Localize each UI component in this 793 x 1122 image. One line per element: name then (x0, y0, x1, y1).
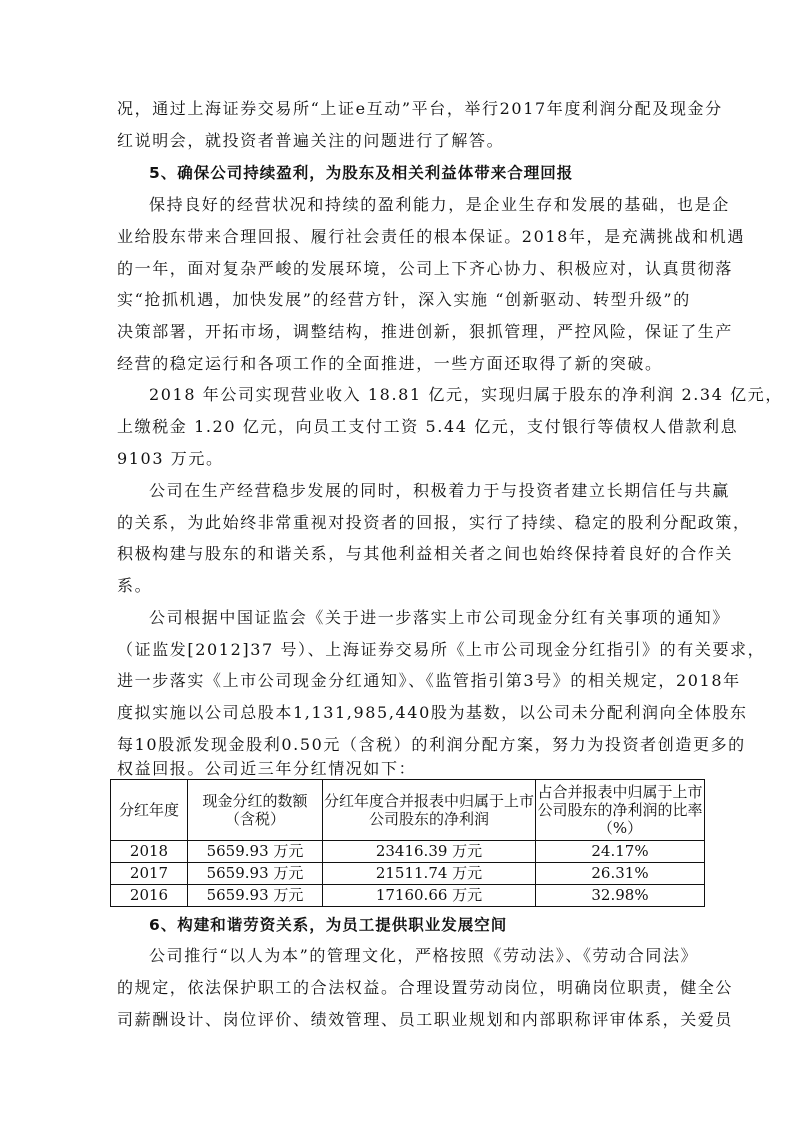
table-cell: 24.17% (536, 841, 705, 863)
paragraph-line: 决策部署，开拓市场，调整结构，推进创新，狠抓管理，严控风险，保证了生产 (117, 322, 734, 341)
paragraph-line: 度拟实施以公司总股本1,131,985,440股为基数，以公司未分配利润向全体股东 (117, 703, 748, 722)
paragraph-line: 公司在生产经营稳步发展的同时，积极着力于与投资者建立长期信任与共赢 (149, 481, 730, 500)
table-header-cell: 分红年度合并报表中归属于上市公司股东的净利润 (323, 780, 536, 841)
paragraph-line: 司薪酬设计、岗位评价、绩效管理、员工职业规划和内部职称评审体系，关爱员 (117, 1010, 734, 1029)
table-cell: 26.31% (536, 863, 705, 885)
paragraph-line: 实“抢抓机遇，加快发展”的经营方针，深入实施 “创新驱动、转型升级”的 (117, 290, 691, 309)
paragraph-line: 进一步落实《上市公司现金分红通知》、《监管指引第3号》的相关规定，2018年 (117, 671, 741, 690)
paragraph-line: 系。 (117, 576, 153, 595)
table-cell: 5659.93 万元 (188, 885, 323, 907)
paragraph-line: 的规定，依法保护职工的合法权益。合理设置劳动岗位，明确岗位职责，健全公 (117, 978, 734, 997)
dividend-table (110, 779, 705, 907)
paragraph-line: 权益回报。公司近三年分红情况如下： (117, 759, 417, 778)
paragraph-line: 公司推行“以人为本”的管理文化，严格按照《劳动法》、《劳动合同法》 (149, 946, 699, 965)
table-cell: 5659.93 万元 (188, 841, 323, 863)
table-row (111, 863, 705, 885)
table-cell: 2016 (111, 885, 188, 907)
paragraph-line: 9103 万元。 (117, 449, 224, 468)
table-header-cell: 占合并报表中归属于上市公司股东的净利润的比率（%） (536, 780, 705, 841)
table-cell: 5659.93 万元 (188, 863, 323, 885)
paragraph-line: 况，通过上海证券交易所“上证e互动”平台，举行2017年度利润分配及现金分 (117, 99, 723, 118)
paragraph-line: 积极构建与股东的和谐关系，与其他利益相关者之间也始终保持着良好的合作关 (117, 544, 734, 563)
paragraph-line: 红说明会，就投资者普遍关注的问题进行了解答。 (117, 131, 505, 150)
table-header-cell: 现金分红的数额（含税） (188, 780, 323, 841)
paragraph-line: 上缴税金 1.20 亿元，向员工支付工资 5.44 亿元，支付银行等债权人借款利息 (117, 417, 739, 436)
table-header-cell: 分红年度 (111, 780, 188, 841)
paragraph-line: 的关系，为此始终非常重视对投资者的回报，实行了持续、稳定的股利分配政策， (117, 513, 751, 532)
table-cell: 32.98% (536, 885, 705, 907)
table-cell: 21511.74 万元 (323, 863, 536, 885)
paragraph-line: 2018 年公司实现营业收入 18.81 亿元，实现归属于股东的净利润 2.34 亿元， (149, 385, 783, 404)
paragraph-line: 保持良好的经营状况和持续的盈利能力，是企业生存和发展的基础，也是企 (149, 195, 730, 214)
table-header-row (111, 780, 705, 841)
table-cell: 17160.66 万元 (323, 885, 536, 907)
table-row (111, 885, 705, 907)
table-row (111, 841, 705, 863)
paragraph-line: 业给股东带来合理回报、履行社会责任的根本保证。2018年，是充满挑战和机遇 (117, 227, 745, 246)
table-cell: 23416.39 万元 (323, 841, 536, 863)
table-cell: 2018 (111, 841, 188, 863)
paragraph-line: 的一年，面对复杂严峻的发展环境，公司上下齐心协力、积极应对，认真贯彻落 (117, 259, 734, 278)
section-heading-5: 5、确保公司持续盈利，为股东及相关利益体带来合理回报 (149, 164, 574, 182)
paragraph-line: 经营的稳定运行和各项工作的全面推进，一些方面还取得了新的突破。 (117, 354, 663, 373)
table-cell: 2017 (111, 863, 188, 885)
paragraph-line: （证监发[2012]37 号）、上海证券交易所《上市公司现金分红指引》的有关要求， (117, 640, 766, 659)
paragraph-line: 公司根据中国证监会《关于进一步落实上市公司现金分红有关事项的通知》 (149, 608, 730, 627)
paragraph-line: 每10股派发现金股利0.50元（含税）的利润分配方案，努力为投资者创造更多的 (117, 735, 746, 754)
section-heading-6: 6、构建和谐劳资关系，为员工提供职业发展空间 (149, 916, 508, 934)
